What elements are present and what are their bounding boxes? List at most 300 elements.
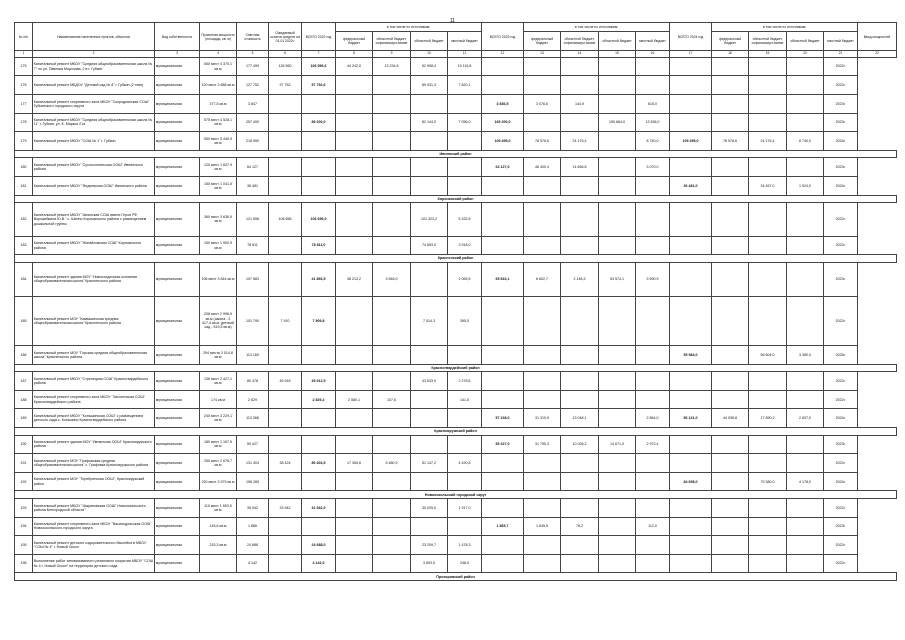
table-row: [15, 76, 897, 95]
value-cell: [599, 517, 636, 536]
district-row: [15, 573, 897, 581]
value-cell: [749, 94, 787, 113]
value-cell: [269, 472, 302, 491]
value-cell: [411, 472, 448, 491]
value-cell: 7 056,0: [448, 113, 482, 132]
value-cell: [524, 472, 561, 491]
value-cell: [636, 536, 670, 555]
value-cell: 2 837,0: [787, 409, 824, 428]
column-number: 20: [787, 51, 824, 58]
value-cell: 6 602,7: [524, 262, 561, 296]
value-cell: [561, 554, 599, 573]
value-cell: [524, 372, 561, 391]
value-cell: [482, 536, 524, 555]
value-cell: [269, 262, 302, 296]
value-cell: [302, 158, 336, 177]
value-cell: 46 400,4: [524, 158, 561, 177]
value-cell: 4 142: [237, 554, 269, 573]
value-cell: 1 924,0: [787, 176, 824, 195]
value-cell: [373, 296, 411, 346]
object-name: Капитальный ремонт МОУ "Камышинская средняя общеобразовательная школа" Красненского района: [33, 296, 155, 346]
value-cell: 82 144,0: [411, 113, 448, 132]
value-cell: [482, 390, 524, 409]
value-cell: [561, 346, 599, 365]
ownership-cell: муниципальная: [155, 236, 200, 255]
value-cell: [269, 346, 302, 365]
value-cell: 31 942,0: [302, 499, 336, 518]
col-regional-2022-header: областной бюджет: [411, 31, 448, 51]
value-cell: [561, 372, 599, 391]
value-cell: 33 942: [269, 499, 302, 518]
value-cell: 78 811: [237, 236, 269, 255]
value-cell: [336, 158, 373, 177]
column-number-row: [15, 51, 897, 58]
district-row: [15, 150, 897, 158]
value-cell: [712, 296, 749, 346]
value-cell: [561, 296, 599, 346]
value-cell: [670, 113, 712, 132]
column-number: 22: [858, 51, 897, 58]
ownership-cell: муниципальная: [155, 346, 200, 365]
column-number: 6: [269, 51, 302, 58]
table-row: [15, 236, 897, 255]
value-cell: [712, 262, 749, 296]
object-name: Капитальный ремонт МБОУ "Федчевская ООШ" Ивнянского района: [33, 176, 155, 195]
col-name-header: Наименование населенных пунктов, объектов: [33, 23, 155, 51]
district-label: Красногвардейский район: [15, 364, 897, 372]
value-cell: 2 829: [237, 390, 269, 409]
value-cell: 7 514,3: [411, 296, 448, 346]
value-cell: [302, 346, 336, 365]
col-commissioning-header: Ввод мощностей: [858, 23, 897, 51]
value-cell: [336, 113, 373, 132]
value-cell: [561, 390, 599, 409]
value-cell: [336, 76, 373, 95]
value-cell: 31 310,9: [524, 409, 561, 428]
value-cell: 64 127,0: [482, 158, 524, 177]
value-cell: [302, 132, 336, 151]
col-local-2022-header: местный бюджет: [448, 31, 482, 51]
value-cell: 3 546,0: [373, 262, 411, 296]
district-label: Красненский район: [15, 255, 897, 263]
row-number: 175: [15, 57, 33, 76]
district-label: Корочанский район: [15, 195, 897, 203]
value-cell: 23 209,7: [411, 536, 448, 555]
value-cell: [373, 554, 411, 573]
value-cell: 7 910: [269, 296, 302, 346]
ownership-cell: муниципальная: [155, 203, 200, 237]
value-cell: [269, 176, 302, 195]
value-cell: [336, 346, 373, 365]
value-cell: 4 178,0: [787, 472, 824, 491]
district-label: Прохоровский район: [15, 573, 897, 581]
value-cell: [712, 113, 749, 132]
value-cell: [411, 409, 448, 428]
row-number: 188: [15, 390, 33, 409]
page-number: 11: [449, 18, 456, 24]
value-cell: 59 984,0: [670, 346, 712, 365]
value-cell: [561, 499, 599, 518]
value-cell: 74 893,0: [411, 236, 448, 255]
value-cell: 7 820,1: [448, 76, 482, 95]
value-cell: [712, 76, 749, 95]
ownership-cell: муниципальная: [155, 94, 200, 113]
value-cell: 3 893,5: [411, 554, 448, 573]
value-cell: 2022г.: [824, 57, 858, 76]
col-num-header: № п/п: [15, 23, 33, 51]
value-cell: [524, 296, 561, 346]
ownership-cell: муниципальная: [155, 554, 200, 573]
value-cell: [712, 554, 749, 573]
col-remaining-header: Ожидаемый остаток средств на 01.01.2022г.: [269, 23, 302, 51]
value-cell: 52 998,4: [411, 57, 448, 76]
value-cell: [670, 536, 712, 555]
value-cell: [373, 536, 411, 555]
capacity-cell: 208 мест 2 996,9 кв.м (школа - 2 417,4 кв.м, детский сад - 519,5 кв.м): [200, 296, 237, 346]
object-name: Капитальный ремонт МОУ "Горская средняя общеобразовательная школа" Красненского района: [33, 346, 155, 365]
value-cell: [448, 158, 482, 177]
value-cell: [448, 517, 482, 536]
value-cell: 141,5: [448, 390, 482, 409]
table-row: [15, 158, 897, 177]
district-label: Ивнянский район: [15, 150, 897, 158]
value-cell: [561, 176, 599, 195]
value-cell: [712, 203, 749, 237]
value-cell: 2023г.: [824, 158, 858, 177]
column-number: 2: [33, 51, 155, 58]
value-cell: [670, 517, 712, 536]
value-cell: [269, 390, 302, 409]
object-name: Капитальный ремонт здания МОУ "Ивнянская ООШ" Краснояружского района: [33, 435, 155, 454]
column-number: 5: [237, 51, 269, 58]
value-cell: [670, 94, 712, 113]
table-row: [15, 262, 897, 296]
value-cell: [787, 554, 824, 573]
row-number: 182: [15, 203, 33, 237]
capacity-cell: 120 мест 3 688 кв.м: [200, 76, 237, 95]
value-cell: [524, 113, 561, 132]
value-cell: 121 656: [237, 203, 269, 237]
column-number: 7: [302, 51, 336, 58]
value-cell: [373, 499, 411, 518]
object-name: Капитальный ремонт МБОУ "СОШ № 1" г. Губкин: [33, 132, 155, 151]
value-cell: 101 790: [237, 296, 269, 346]
row-number: 194: [15, 517, 33, 536]
value-cell: [524, 57, 561, 76]
ownership-cell: муниципальная: [155, 472, 200, 491]
value-cell: 4 142,0: [302, 554, 336, 573]
value-cell: [482, 372, 524, 391]
table-body: [15, 57, 897, 580]
value-cell: [787, 94, 824, 113]
value-cell: [269, 409, 302, 428]
value-cell: 248,5: [448, 554, 482, 573]
capacity-cell: 150 мест 1 900,9 кв.м: [200, 236, 237, 255]
value-cell: [599, 372, 636, 391]
value-cell: [712, 57, 749, 76]
value-cell: 2022г.: [824, 296, 858, 346]
value-cell: [561, 236, 599, 255]
value-cell: 56 141,0: [670, 409, 712, 428]
value-cell: 1 866: [237, 517, 269, 536]
value-cell: [411, 132, 448, 151]
value-cell: 8 740,0: [787, 132, 824, 151]
value-cell: [524, 554, 561, 573]
table-row: [15, 409, 897, 428]
column-number: 1: [15, 51, 33, 58]
capacity-cell: 174 кв.м: [200, 390, 237, 409]
value-cell: [336, 554, 373, 573]
value-cell: [599, 158, 636, 177]
value-cell: 126 560: [269, 57, 302, 76]
row-number: 192: [15, 472, 33, 491]
value-cell: 107 683: [237, 262, 269, 296]
value-cell: 13 234,8: [373, 57, 411, 76]
value-cell: 51 147,2: [411, 454, 448, 473]
column-number: 19: [749, 51, 787, 58]
object-name: Капитальный ремонт МБОУ "Шеинская СОШ имени Героя РФ Ворожейкина Ю.В." с. Шеино Корочанского района с размещением дошкольной группы: [33, 203, 155, 237]
value-cell: 2022г.: [824, 76, 858, 95]
table-row: [15, 346, 897, 365]
object-name: Капитальный ремонт детского оздоровительного бассейна в МБОУ "СОШ № 4" г. Новый Оскол: [33, 536, 155, 555]
value-cell: [373, 113, 411, 132]
value-cell: [787, 296, 824, 346]
value-cell: [636, 346, 670, 365]
value-cell: [787, 203, 824, 237]
value-cell: [599, 554, 636, 573]
ownership-cell: муниципальная: [155, 158, 200, 177]
district-label: Краснояружский район: [15, 428, 897, 436]
value-cell: 107,6: [373, 390, 411, 409]
value-cell: 14 656,6: [561, 158, 599, 177]
value-cell: 2022г.: [824, 536, 858, 555]
value-cell: 31 755,3: [524, 435, 561, 454]
value-cell: 45 912,5: [302, 372, 336, 391]
value-cell: [561, 76, 599, 95]
value-cell: 24 688,0: [302, 536, 336, 555]
value-cell: [482, 554, 524, 573]
value-cell: [482, 472, 524, 491]
value-cell: [373, 76, 411, 95]
value-cell: 64 127: [237, 158, 269, 177]
value-cell: [787, 454, 824, 473]
value-cell: [411, 262, 448, 296]
value-cell: [302, 517, 336, 536]
value-cell: [670, 296, 712, 346]
table-row: [15, 517, 897, 536]
value-cell: [373, 472, 411, 491]
district-row: [15, 491, 897, 499]
object-name: Капитальный ремонт МБОУ "Сухосолотинская ООШ" Ивнянского района: [33, 158, 155, 177]
value-cell: 198 265: [237, 472, 269, 491]
value-cell: [599, 536, 636, 555]
value-cell: [448, 409, 482, 428]
value-cell: [524, 346, 561, 365]
value-cell: 35 942: [237, 499, 269, 518]
value-cell: [636, 236, 670, 255]
value-cell: [336, 435, 373, 454]
value-cell: [336, 176, 373, 195]
value-cell: [749, 76, 787, 95]
row-number: 181: [15, 176, 33, 195]
value-cell: 113 368: [237, 409, 269, 428]
ownership-cell: муниципальная: [155, 372, 200, 391]
value-cell: 53 574,1: [599, 262, 636, 296]
value-cell: 177 499: [237, 57, 269, 76]
value-cell: [712, 346, 749, 365]
value-cell: 1 478,3: [448, 536, 482, 555]
value-cell: [712, 536, 749, 555]
value-cell: 80 478: [237, 372, 269, 391]
value-cell: 79 380,0: [749, 472, 787, 491]
value-cell: 1 645,5: [524, 517, 561, 536]
value-cell: [411, 158, 448, 177]
value-cell: 2025г.: [824, 346, 858, 365]
value-cell: 97 752: [269, 76, 302, 95]
value-cell: 41 866,5: [302, 262, 336, 296]
row-number: 177: [15, 94, 33, 113]
value-cell: [411, 435, 448, 454]
object-name: Капитальный ремонт МБОУ "Коньшинская СОШ" с размещением детского сада с. Коньшино Красногвардейского района: [33, 409, 155, 428]
value-cell: [524, 203, 561, 237]
value-cell: [482, 176, 524, 195]
table-row: [15, 435, 897, 454]
col-federal-2024-header: федеральный бюджет: [712, 31, 749, 51]
value-cell: [373, 435, 411, 454]
capacity-cell: 550 мест 5 445,9 кв.м: [200, 132, 237, 151]
column-number: 21: [824, 51, 858, 58]
value-cell: [411, 517, 448, 536]
value-cell: 106 656,0: [302, 203, 336, 237]
value-cell: 56 604,0: [749, 346, 787, 365]
capacity-cell: 145,6 кв.м: [200, 517, 237, 536]
value-cell: 78,2: [561, 517, 599, 536]
value-cell: [670, 262, 712, 296]
value-cell: [787, 158, 824, 177]
value-cell: 43 633,9: [411, 372, 448, 391]
value-cell: [599, 132, 636, 151]
value-cell: [787, 76, 824, 95]
value-cell: [712, 499, 749, 518]
capacity-cell: 294 места 3 014,8 кв.м: [200, 346, 237, 365]
capacity-cell: 575 мест 4 528,1 кв.м: [200, 113, 237, 132]
value-cell: [636, 296, 670, 346]
value-cell: 10 028,2: [561, 435, 599, 454]
value-cell: 106 596,6: [302, 57, 336, 76]
value-cell: [749, 57, 787, 76]
value-cell: [636, 390, 670, 409]
value-cell: [749, 203, 787, 237]
column-number: 4: [200, 51, 237, 58]
row-number: 184: [15, 262, 33, 296]
value-cell: [712, 176, 749, 195]
value-cell: [482, 346, 524, 365]
value-cell: 24 688: [237, 536, 269, 555]
value-cell: 2023г.: [824, 262, 858, 296]
capacity-cell: 180 мест 1 167,5 кв.м: [200, 435, 237, 454]
ownership-cell: муниципальная: [155, 132, 200, 151]
value-cell: 2023г.: [824, 517, 858, 536]
value-cell: 109 495,0: [670, 132, 712, 151]
value-cell: 1 917,0: [448, 499, 482, 518]
value-cell: [636, 57, 670, 76]
value-cell: [749, 113, 787, 132]
value-cell: [636, 472, 670, 491]
value-cell: [599, 57, 636, 76]
value-cell: [599, 203, 636, 237]
value-cell: [749, 517, 787, 536]
capacity-cell: 377,5 кв.м: [200, 94, 237, 113]
object-name: Капитальный ремонт МБОУ "Средняя общеобразовательная школа № 7" по ул. Павлика Морозова, 2 в г. Губкин: [33, 57, 155, 76]
value-cell: 2022г.: [824, 499, 858, 518]
value-cell: 395,5: [448, 296, 482, 346]
value-cell: [749, 435, 787, 454]
row-number: 195: [15, 536, 33, 555]
value-cell: 1 865,7: [482, 517, 524, 536]
value-cell: [302, 176, 336, 195]
object-name: Капитальный ремонт спортивного зала МБОУ "Засосенская СОШ" Красногвардейского района: [33, 390, 155, 409]
value-cell: 2022г.: [824, 372, 858, 391]
table-row: [15, 296, 897, 346]
column-number: 14: [561, 51, 599, 58]
value-cell: [448, 472, 482, 491]
table-row: [15, 94, 897, 113]
value-cell: [712, 454, 749, 473]
ownership-cell: муниципальная: [155, 262, 200, 296]
value-cell: [482, 499, 524, 518]
value-cell: [670, 57, 712, 76]
value-cell: [712, 158, 749, 177]
table-row: [15, 372, 897, 391]
col-regional-2023-header: областной бюджет: [599, 31, 636, 51]
value-cell: [448, 176, 482, 195]
col-ownership-header: Вид собственности: [155, 23, 200, 51]
value-cell: 17 890,2: [749, 409, 787, 428]
value-cell: 2 864,0: [636, 409, 670, 428]
value-cell: 17 355,6: [336, 454, 373, 473]
column-number: 3: [155, 51, 200, 58]
value-cell: [636, 372, 670, 391]
value-cell: [670, 76, 712, 95]
object-name: Капитальный ремонт МОУ "Графовская средняя общеобразовательная школа" с. Графовка Краснояружского района: [33, 454, 155, 473]
value-cell: [336, 472, 373, 491]
capacity-cell: [200, 554, 237, 573]
value-cell: [599, 454, 636, 473]
col-regional-cofin-2022-header: областной бюджет, софинансиро-вание: [373, 31, 411, 51]
value-cell: [670, 554, 712, 573]
table-row: [15, 472, 897, 491]
ownership-cell: муниципальная: [155, 409, 200, 428]
table-row: [15, 554, 897, 573]
value-cell: [269, 517, 302, 536]
col-total-2022-header: ВСЕГО 2022 год: [302, 23, 336, 51]
value-cell: [712, 517, 749, 536]
value-cell: [482, 296, 524, 346]
value-cell: [749, 262, 787, 296]
value-cell: [524, 76, 561, 95]
value-cell: 57 228,0: [482, 409, 524, 428]
value-cell: 2022г.: [824, 554, 858, 573]
value-cell: [636, 499, 670, 518]
col-regional-cofin-2024-header: областной бюджет, софинансиро-вание: [749, 31, 787, 51]
value-cell: [269, 94, 302, 113]
value-cell: 2 069,5: [448, 262, 482, 296]
table-row: [15, 113, 897, 132]
capacity-cell: 196 мест 3 844 кв.м: [200, 262, 237, 296]
value-cell: [670, 390, 712, 409]
sources-2023-header: в том числе по источникам:: [524, 23, 670, 32]
value-cell: [524, 499, 561, 518]
